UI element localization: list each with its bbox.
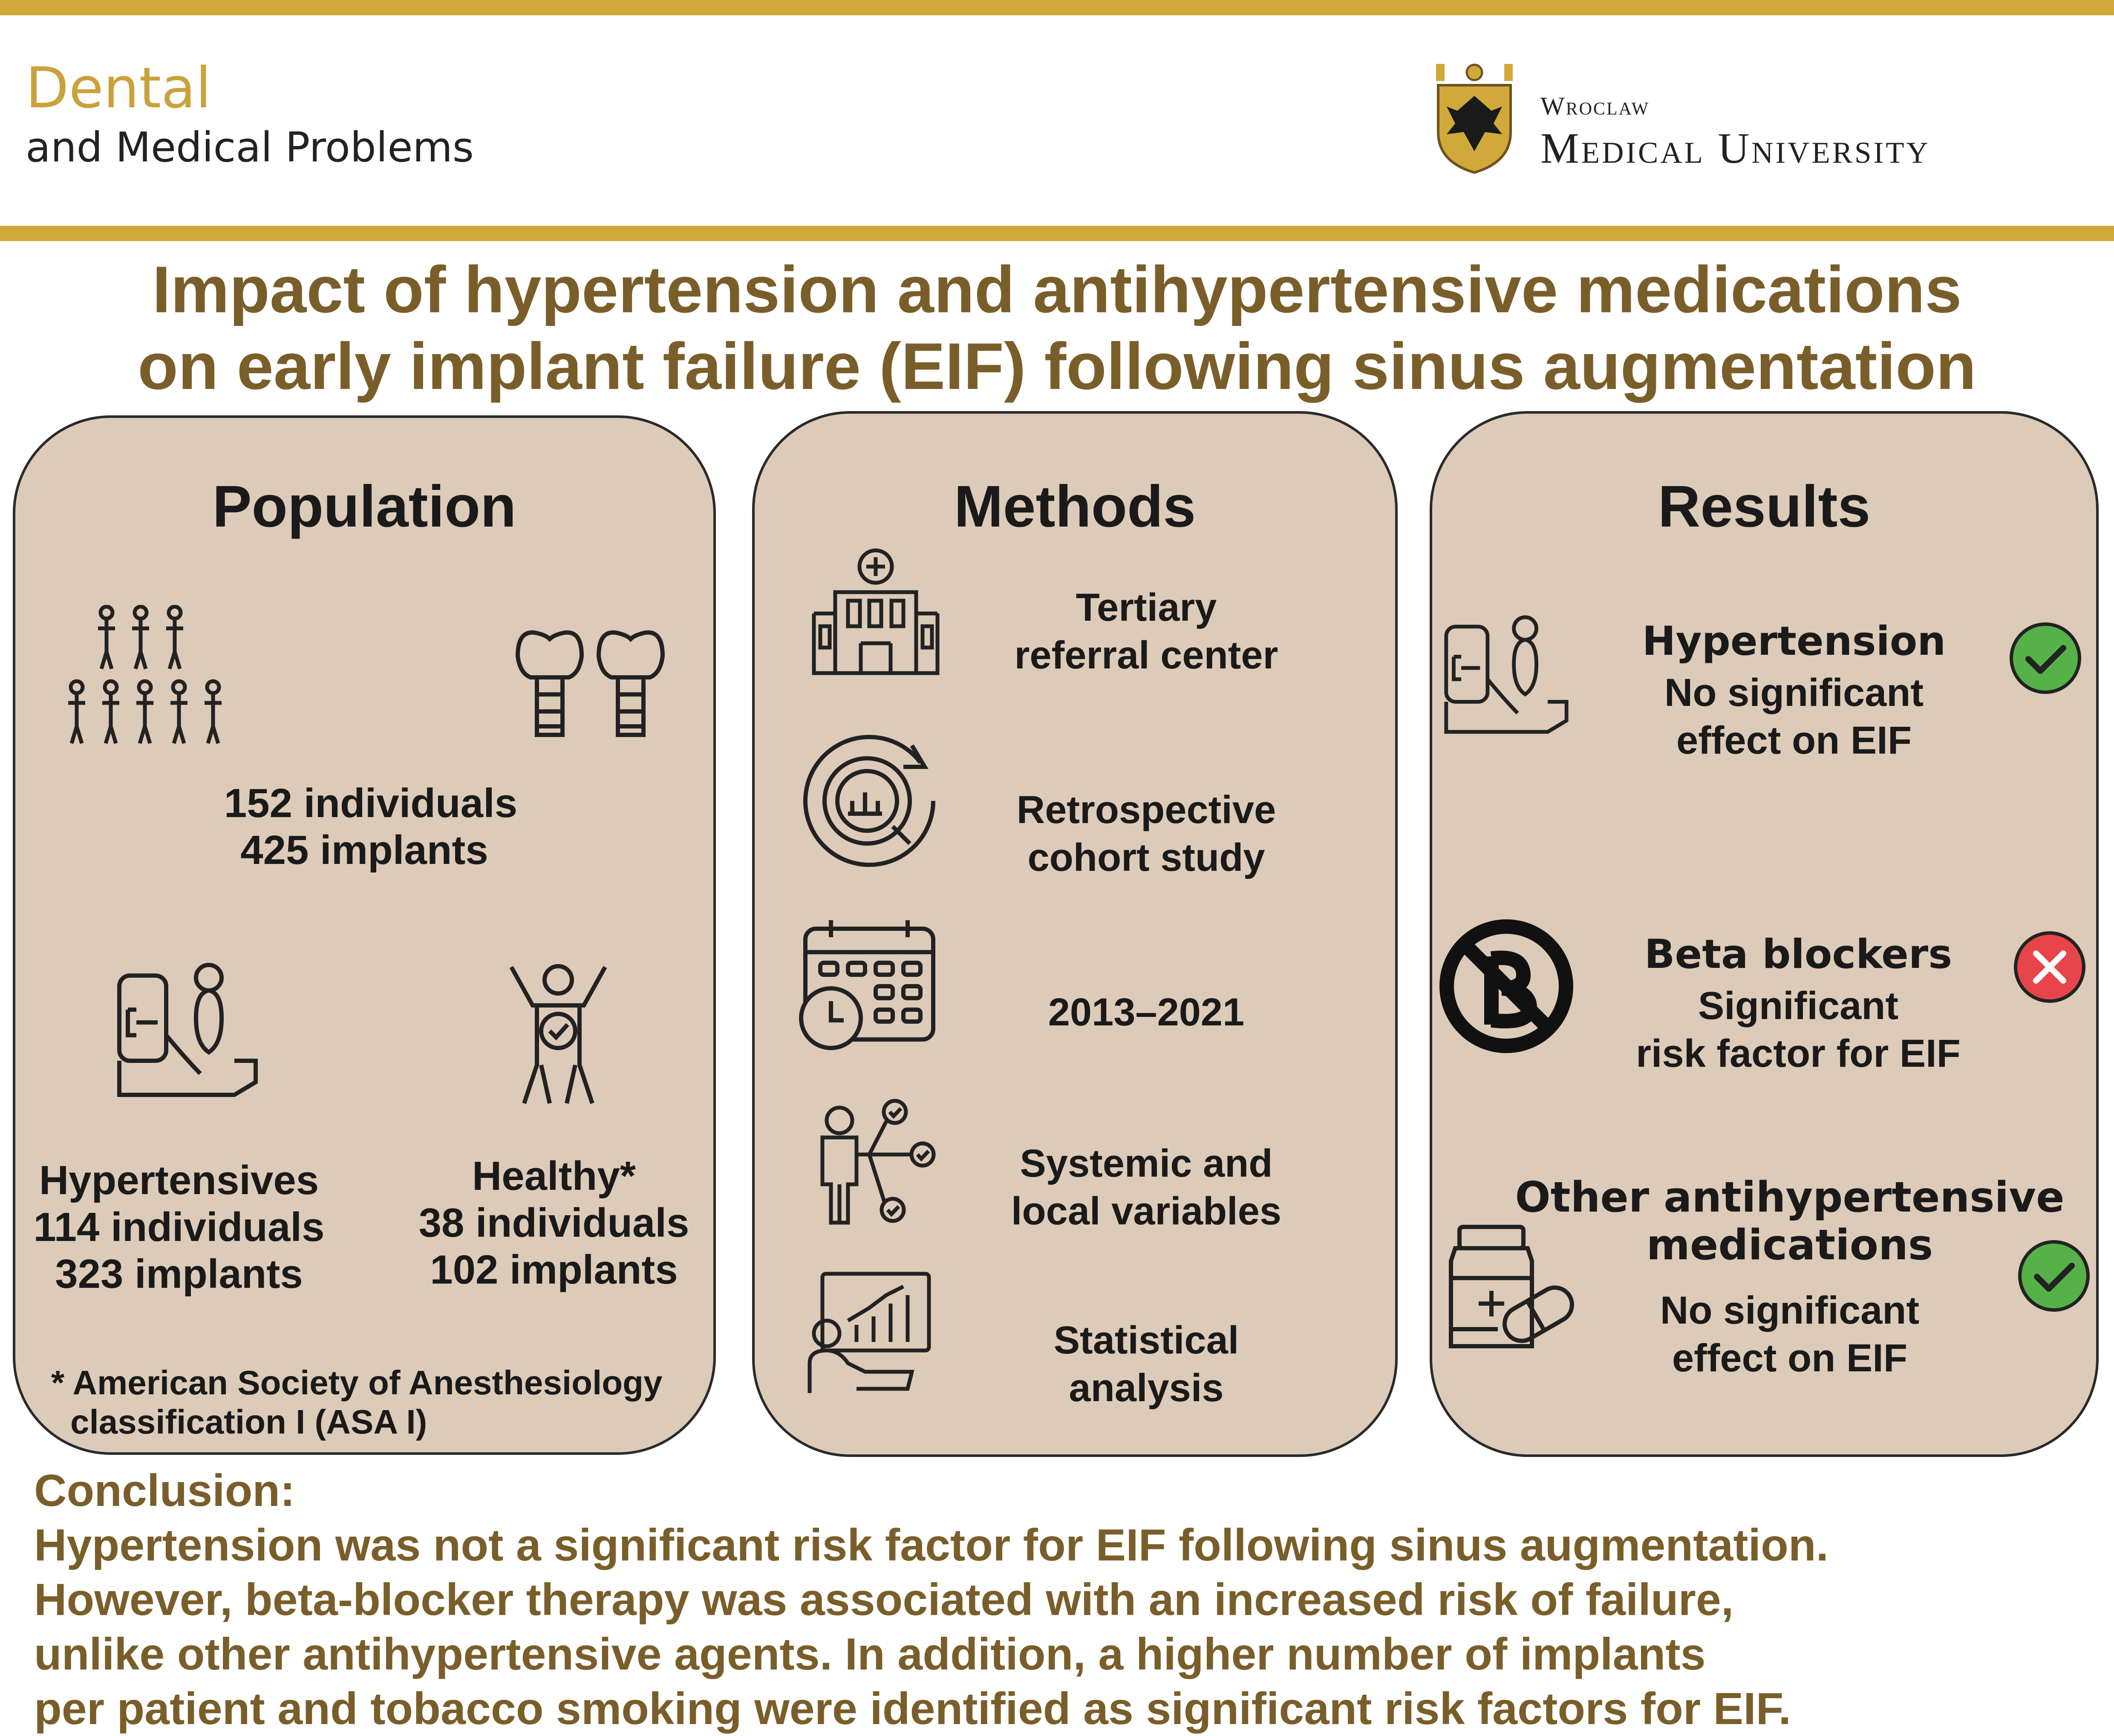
total-implants: 425 implants [240, 827, 488, 873]
result-2-line1: Significant [1698, 984, 1899, 1028]
population-panel [13, 415, 716, 1455]
population-footnote-line1: * American Society of Anesthesiology [51, 1364, 663, 1402]
method-3-line1: 2013–2021 [1048, 990, 1245, 1034]
conclusion-line-3: unlike other antihypertensive agents. In addition, a higher number of implants [34, 1629, 1706, 1679]
hypertensives-implants: 323 implants [55, 1251, 303, 1297]
journal-name-line2: and Medical Problems [26, 124, 474, 171]
header-gold-bar [0, 226, 2114, 241]
result-3-line2: effect on EIF [1672, 1336, 1908, 1380]
method-1-line2: referral center [1014, 633, 1278, 677]
calendar-icon [797, 916, 937, 1052]
method-4-line2: local variables [1011, 1189, 1282, 1233]
hypertensives-label: Hypertensives [39, 1157, 319, 1203]
no-beta-icon [1438, 918, 1575, 1054]
result-2-line2: risk factor for EIF [1636, 1032, 1961, 1075]
method-5-line1: Statistical [1053, 1319, 1239, 1362]
people-group-icon [68, 605, 230, 750]
hospital-icon [810, 545, 942, 677]
result-1-title: Hypertension [1642, 618, 1946, 665]
result-2-title: Beta blockers [1644, 931, 1952, 978]
top-gold-bar [0, 0, 2114, 15]
dental-implant-icon [511, 626, 669, 754]
university-name-line1: Wroclaw [1540, 92, 1650, 120]
result-3-title-line2: medications [1646, 1221, 1933, 1270]
methods-heading: Methods [954, 474, 1196, 539]
hypertensives-individuals: 114 individuals [33, 1204, 325, 1250]
total-individuals: 152 individuals [224, 780, 518, 826]
healthy-implants: 102 implants [430, 1247, 678, 1293]
statistics-icon [805, 1270, 937, 1397]
conclusion-line-1: Hypertension was not a significant risk factor for EIF following sinus augmentation. [34, 1520, 1829, 1570]
blood-pressure-icon [1442, 609, 1570, 746]
population-heading: Population [212, 474, 516, 539]
healthy-individuals: 38 individuals [418, 1200, 689, 1246]
method-2-line2: cohort study [1027, 836, 1265, 879]
result-3-title-line1: Other antihypertensive [1515, 1173, 2065, 1222]
conclusion-line-4: per patient and tobacco smoking were identified as significant risk factors for EIF. [34, 1684, 1791, 1734]
result-3-line1: No significant [1660, 1289, 1920, 1332]
method-1-line1: Tertiary [1076, 586, 1217, 629]
method-2-line1: Retrospective [1016, 788, 1276, 832]
variables-icon [810, 1095, 942, 1227]
check-icon [2016, 1238, 2092, 1314]
healthy-person-icon [507, 963, 609, 1108]
medication-bottle-icon [1442, 1223, 1575, 1355]
conclusion-line-2: However, beta-blocker therapy was associated with an increased risk of failure, [34, 1575, 1734, 1625]
blood-pressure-icon [115, 959, 260, 1108]
research-chart-icon [797, 728, 942, 873]
cross-icon [2011, 929, 2088, 1005]
results-heading: Results [1658, 474, 1871, 539]
infographic-title-line2: on early implant failure (EIF) following sinus augmentation [138, 329, 1976, 403]
university-name-line2: Medical University [1540, 124, 1930, 173]
result-1-line2: effect on EIF [1676, 719, 1912, 762]
method-5-line2: analysis [1069, 1366, 1224, 1410]
method-4-line1: Systemic and [1020, 1142, 1273, 1185]
journal-name-line1: Dental [26, 55, 211, 121]
check-icon [2007, 620, 2084, 697]
population-footnote-line2: classification I (ASA I) [70, 1403, 427, 1441]
result-1-line1: No significant [1664, 671, 1924, 714]
healthy-label: Healthy* [472, 1153, 636, 1199]
university-crest-icon [1430, 60, 1519, 175]
conclusion-heading: Conclusion: [34, 1465, 295, 1516]
infographic-title-line1: Impact of hypertension and antihypertensive medications [152, 253, 1962, 326]
